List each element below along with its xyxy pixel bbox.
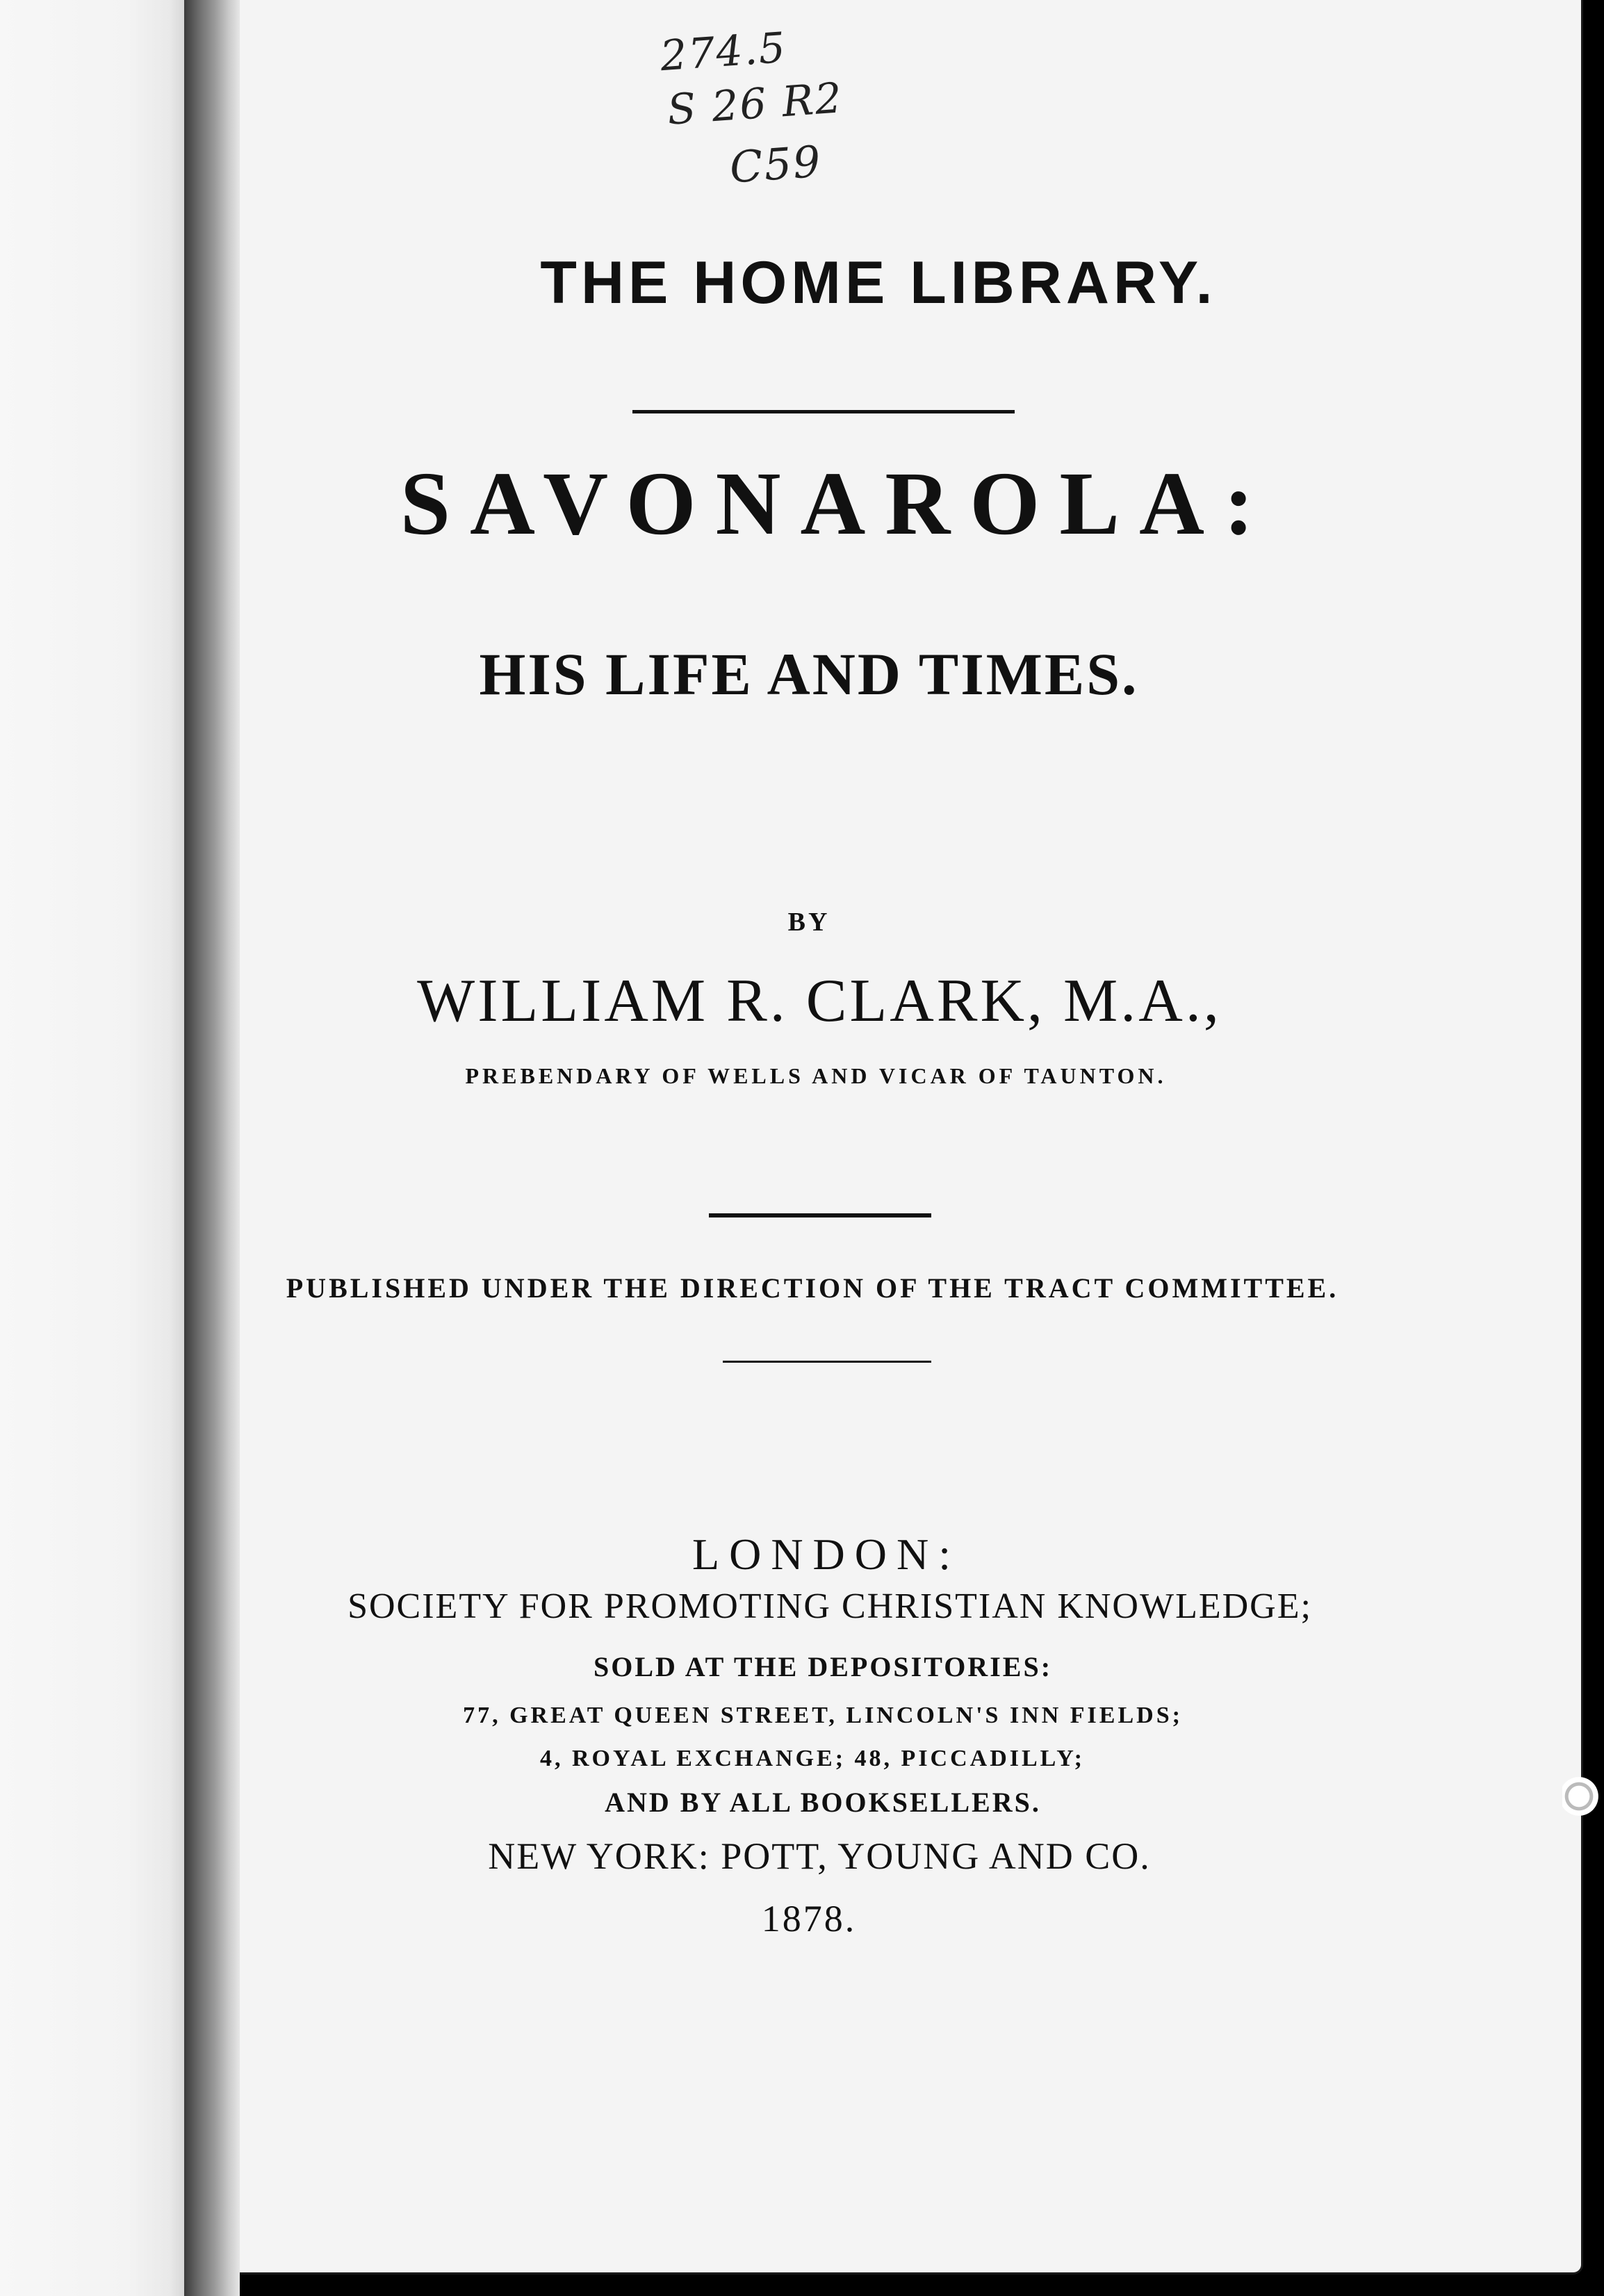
imprint-society: SOCIETY FOR PROMOTING CHRISTIAN KNOWLEDGE; [347,1586,1312,1626]
author-name: WILLIAM R. CLARK, M.A., [417,967,1222,1035]
handwritten-call-number-line2: S 26 R2 [665,74,845,135]
publisher-note: PUBLISHED UNDER THE DIRECTION OF THE TRACT COMMITTEE. [286,1272,1339,1304]
author-role: PREBENDARY OF WELLS AND VICAR OF TAUNTON. [465,1063,1167,1088]
imprint-new-york: NEW YORK: POTT, YOUNG AND CO. [488,1835,1151,1877]
facing-page-edge [0,0,184,2296]
byline: BY [787,908,830,937]
imprint-address-2: 4, ROYAL EXCHANGE; 48, PICCADILLY; [539,1746,1085,1771]
handwritten-call-number-line1: 274.5 [658,23,789,81]
divider-rule-top [632,410,1015,413]
handwritten-call-number-line3: C59 [728,136,824,193]
book-title: SAVONAROLA: [400,454,1274,554]
book-subtitle: HIS LIFE AND TIMES. [479,641,1139,707]
imprint-year: 1878. [761,1898,857,1940]
divider-rule-middle [709,1213,931,1217]
imprint-city: LONDON: [692,1530,960,1579]
imprint-booksellers: AND BY ALL BOOKSELLERS. [605,1787,1041,1818]
imprint-address-1: 77, GREAT QUEEN STREET, LINCOLN'S INN FIELDS; [463,1703,1183,1728]
book-gutter [184,0,240,2296]
divider-rule-lower [723,1361,931,1363]
series-title: THE HOME LIBRARY. [540,249,1217,316]
imprint-sold: SOLD AT THE DEPOSITORIES: [593,1651,1053,1682]
